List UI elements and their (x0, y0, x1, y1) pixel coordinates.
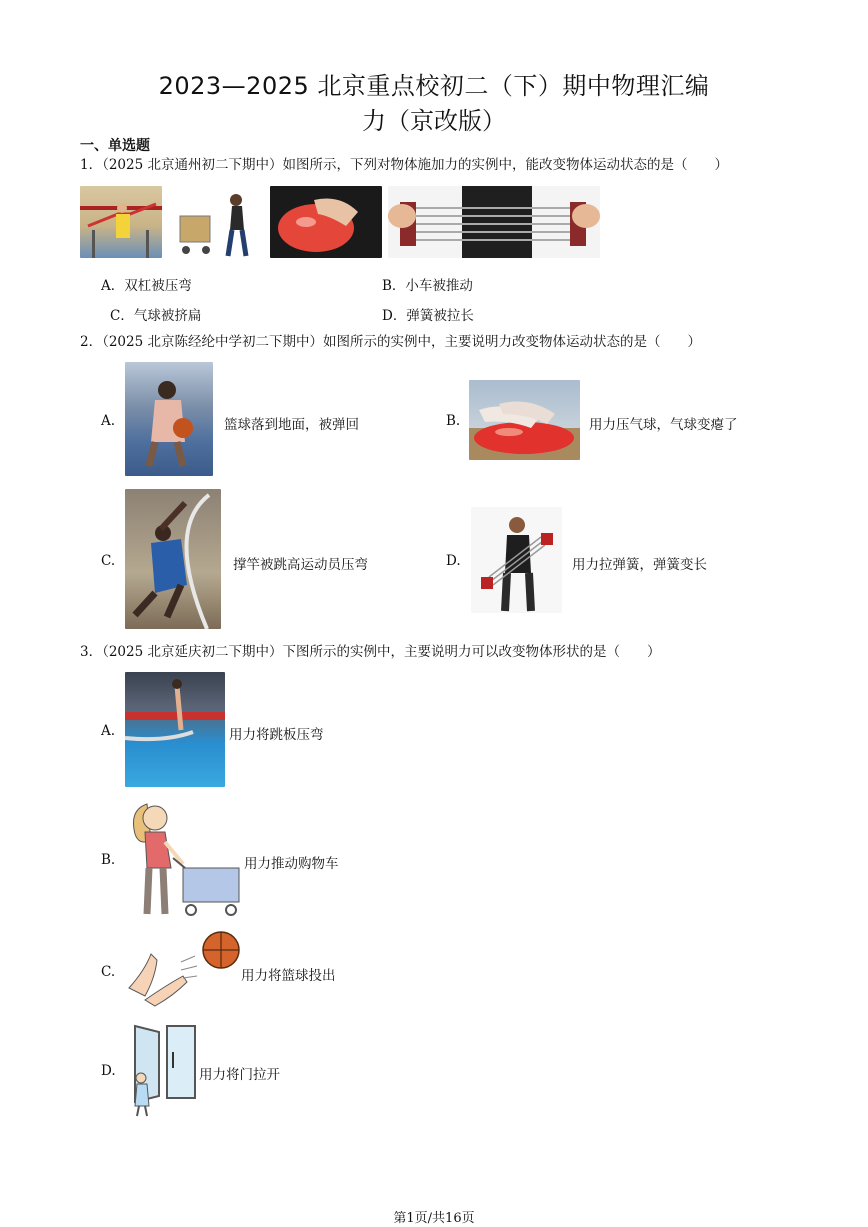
q2-image-basketball (125, 362, 213, 476)
question-3-stem: 3．（2025 北京延庆初二下期中）下图所示的实例中，主要说明力可以改变物体形状的是（ ） (80, 644, 661, 660)
q2-caption-b: 用力压气球，气球变瘪了 (589, 417, 738, 433)
page-number: 第1页/共16页 (393, 1211, 475, 1226)
q2-option-a-letter: A. (101, 413, 116, 429)
q1-option-a: A．双杠被压弯 (101, 278, 192, 294)
q2-image-spring-pull (471, 507, 562, 613)
q2-option-c-letter: C. (101, 553, 116, 569)
document-title-line2: 力（京改版） (362, 107, 506, 135)
q2-caption-c: 撑竿被跳高运动员压弯 (233, 557, 368, 573)
q2-caption-d: 用力拉弹簧，弹簧变长 (572, 557, 707, 573)
q3-option-c-letter: C. (101, 964, 116, 980)
q1-option-c: C．气球被挤扁 (110, 308, 202, 324)
q3-caption-b: 用力推动购物车 (244, 856, 339, 872)
q3-caption-d: 用力将门拉开 (199, 1067, 280, 1083)
section-heading: 一、单选题 (80, 138, 150, 154)
q3-image-diving-board (125, 672, 225, 787)
q3-image-door (125, 1022, 199, 1118)
q2-image-pole-vault (125, 489, 221, 629)
q3-option-a-letter: A. (101, 723, 116, 739)
q1-image-spring (388, 186, 600, 258)
q2-image-balloon-press (469, 380, 580, 460)
document-title-line1: 2023—2025 北京重点校初二（下）期中物理汇编 (158, 72, 710, 100)
question-2-stem: 2．（2025 北京陈经纶中学初二下期中）如图所示的实例中，主要说明力改变物体运动状态的是（ ） (80, 334, 701, 350)
q1-option-d: D．弹簧被拉长 (382, 308, 474, 324)
q3-caption-a: 用力将跳板压弯 (229, 727, 324, 743)
q1-option-b: B．小车被推动 (382, 278, 473, 294)
q3-image-shopping-cart (125, 798, 243, 920)
q3-option-b-letter: B. (101, 852, 116, 868)
question-1-stem: 1．（2025 北京通州初二下期中）如图所示，下列对物体施加力的实例中，能改变物体运动状态的是（ ） (80, 157, 728, 173)
q3-image-basketball-throw (125, 930, 243, 1008)
q1-image-parallel-bars (80, 186, 162, 258)
q1-image-balloon (270, 186, 382, 258)
q2-option-d-letter: D. (446, 553, 461, 569)
q1-image-cart (172, 186, 258, 258)
q2-caption-a: 篮球落到地面，被弹回 (224, 417, 359, 433)
q3-option-d-letter: D. (101, 1063, 116, 1079)
q2-option-b-letter: B. (446, 413, 461, 429)
q3-caption-c: 用力将篮球投出 (241, 968, 336, 984)
